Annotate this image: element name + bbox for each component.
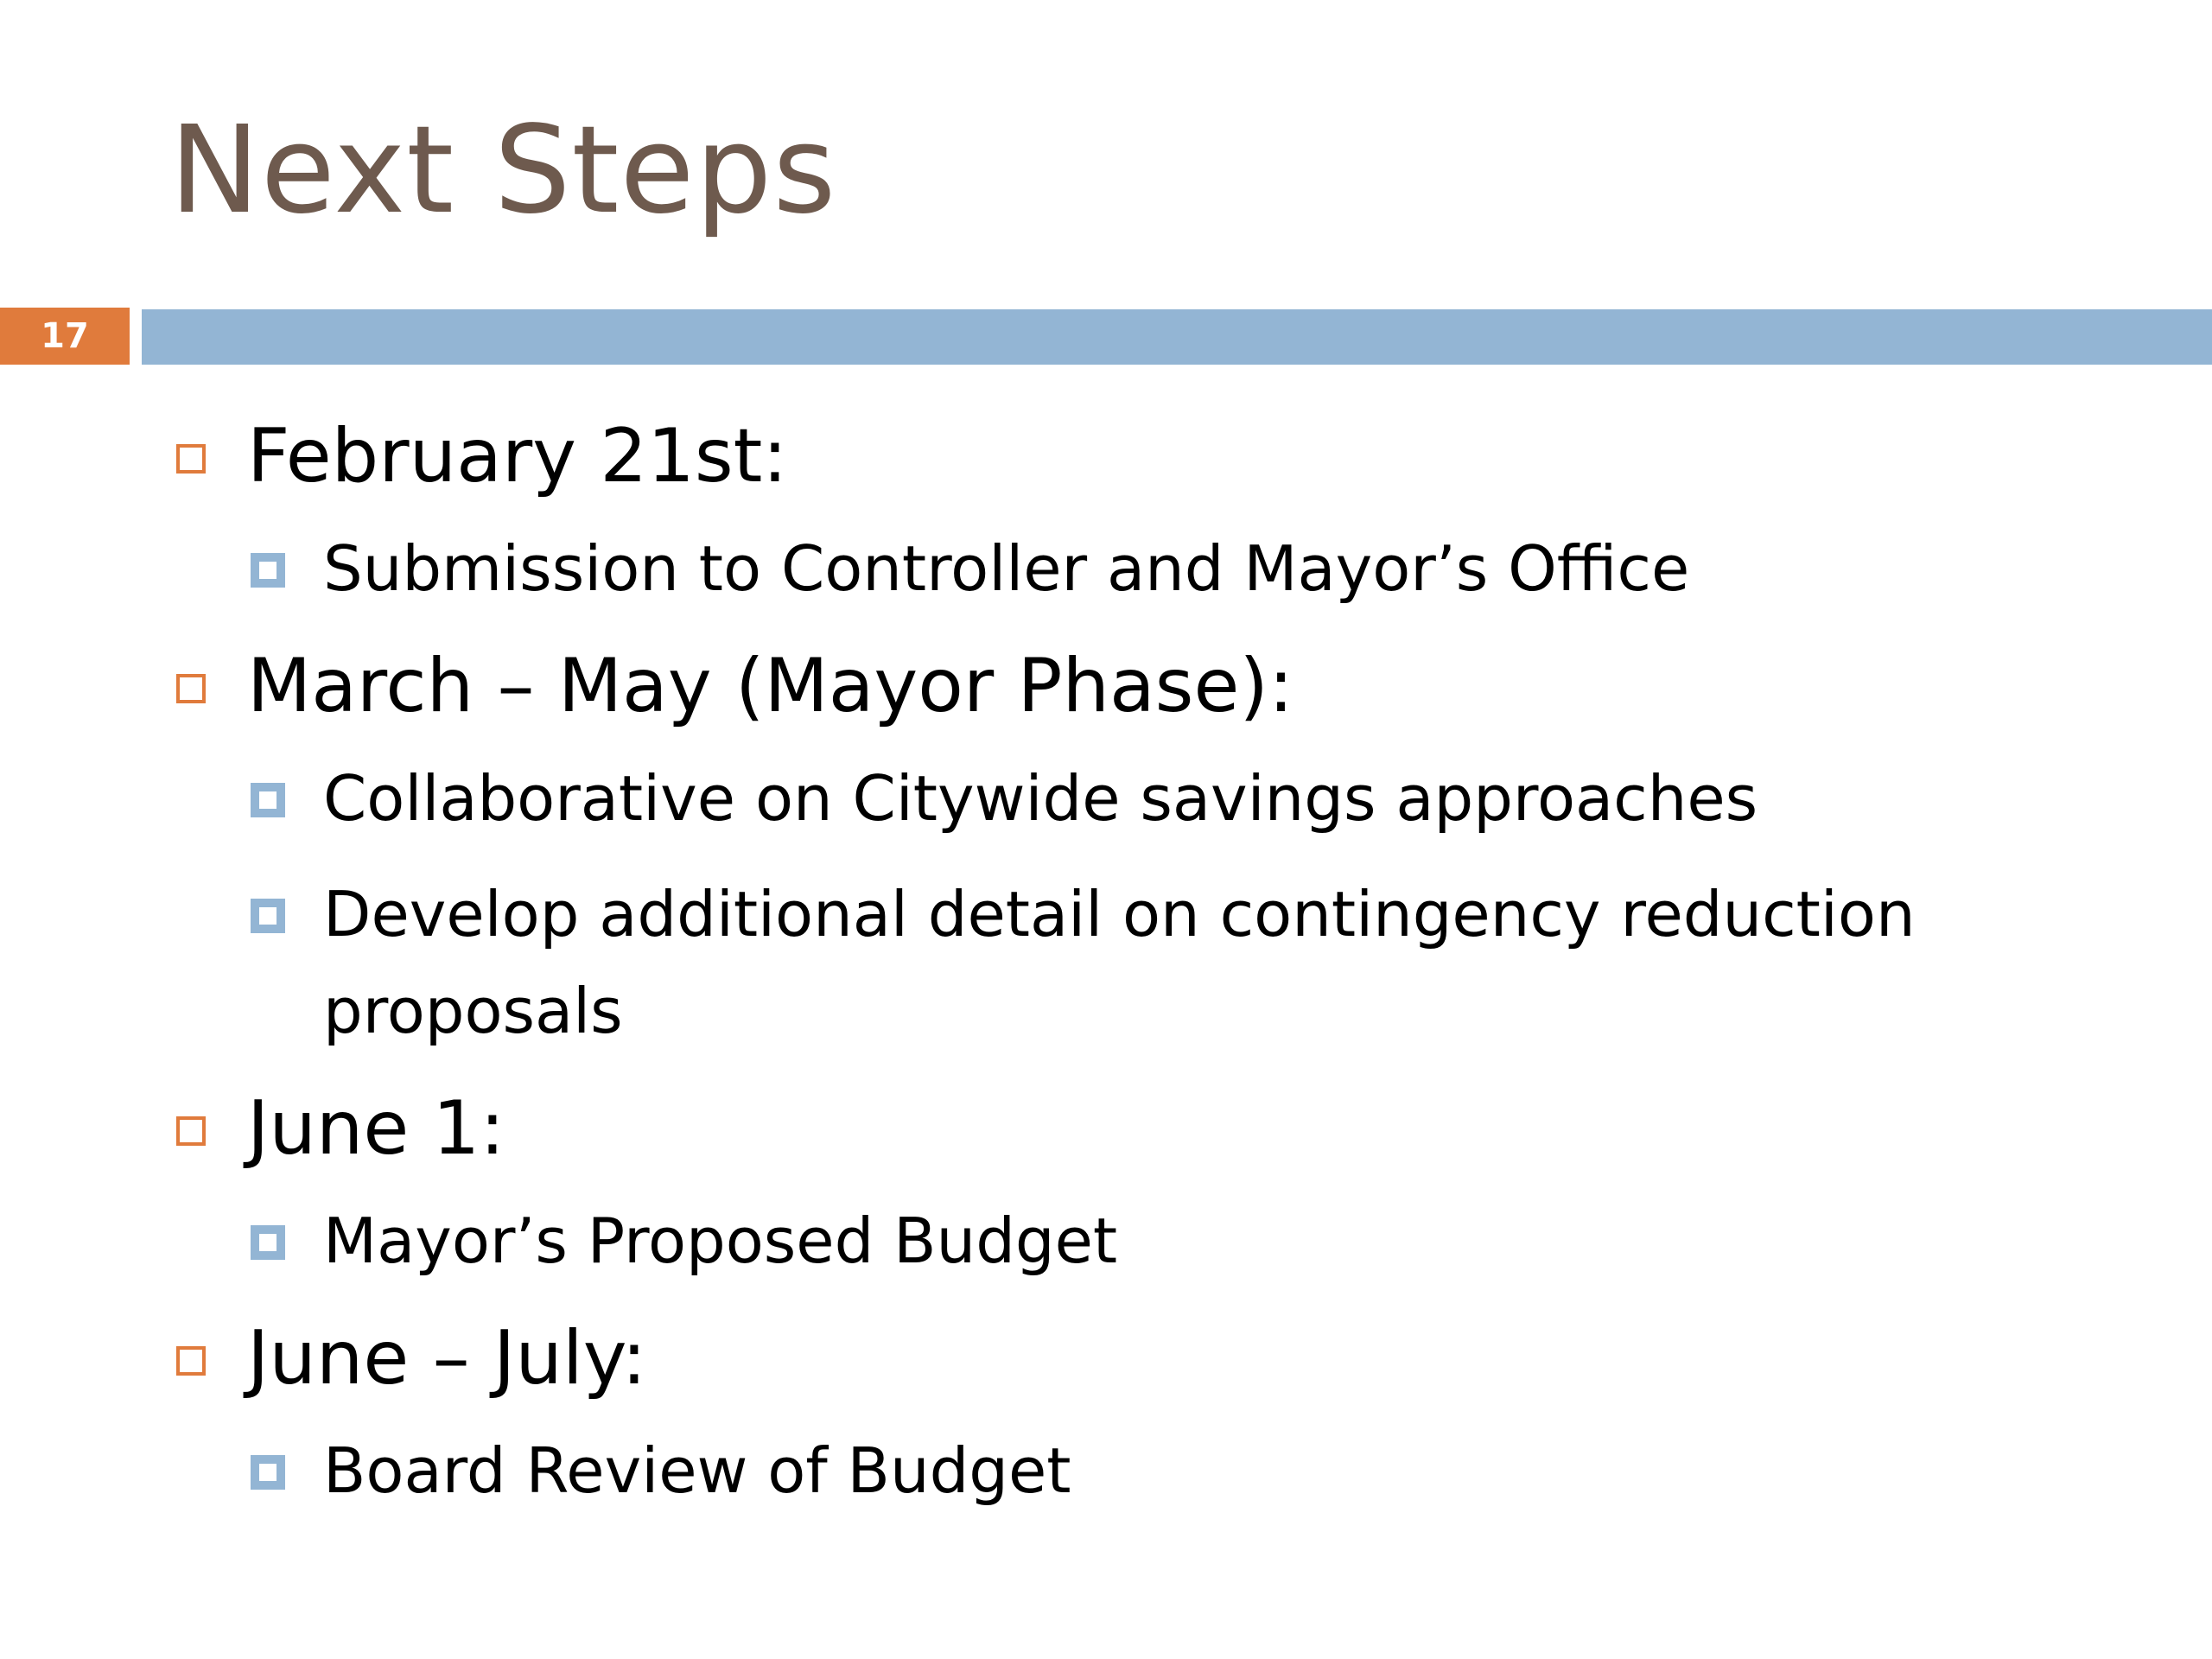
hollow-square-bullet-icon [176, 1346, 206, 1376]
list-item [169, 406, 2070, 506]
sub-list-item-label: Submission to Controller and Mayor’s Office [323, 532, 1690, 605]
hollow-square-bullet-icon [176, 674, 206, 703]
slide-title: Next Steps [169, 100, 837, 241]
list-item [169, 636, 2070, 736]
slide-number: 17 [0, 308, 130, 365]
sub-list-item [247, 750, 2051, 847]
blue-square-bullet-icon [251, 553, 285, 588]
sub-list-item [247, 520, 2051, 617]
sub-list-item-label: Mayor’s Proposed Budget [323, 1205, 1118, 1277]
list-item-label: March – May (Mayor Phase): [247, 643, 1294, 729]
list-item-label: June 1: [247, 1085, 505, 1172]
blue-square-bullet-icon [251, 899, 285, 933]
blue-square-bullet-icon [251, 1455, 285, 1490]
blue-square-bullet-icon [251, 783, 285, 817]
header-divider-bar [142, 309, 2212, 365]
sub-list-item [247, 866, 2051, 1059]
sub-list-item-label: Collaborative on Citywide savings approaches [323, 762, 1758, 835]
list-item [169, 1308, 2070, 1408]
sub-list-item-label: Board Review of Budget [323, 1434, 1071, 1507]
sub-list-item [247, 1192, 2051, 1289]
sub-list-item-label: Develop additional detail on contingency reduction proposals [323, 878, 1916, 1047]
sub-list-item [247, 1422, 2051, 1519]
bullet-list [169, 406, 2070, 1538]
blue-square-bullet-icon [251, 1225, 285, 1260]
list-item [169, 1078, 2070, 1179]
hollow-square-bullet-icon [176, 444, 206, 474]
list-item-label: June – July: [247, 1315, 647, 1402]
list-item-label: February 21st: [247, 413, 788, 499]
hollow-square-bullet-icon [176, 1116, 206, 1146]
